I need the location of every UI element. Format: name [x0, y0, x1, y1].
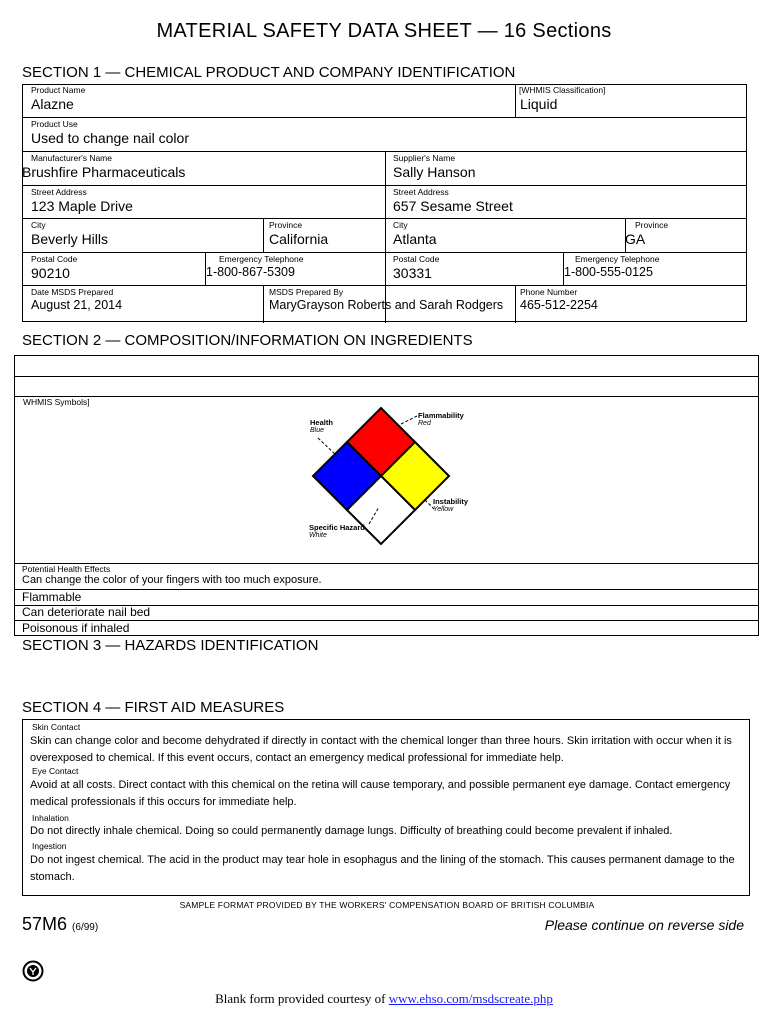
mfr-province-label: Province: [269, 220, 303, 230]
ingestion-text[interactable]: Do not ingest chemical. The acid in the product may tear hole in esophagus and the lining of the stomach. This causes permanent damage to the stomach.: [30, 854, 735, 883]
section-2-heading: SECTION 2 — COMPOSITION/INFORMATION ON INGREDIENTS: [22, 332, 473, 349]
sup-province[interactable]: GA: [625, 231, 646, 247]
health-label: Health: [310, 418, 333, 427]
ingestion-label: Ingestion: [32, 841, 67, 851]
supplier-label: Supplier's Name: [393, 153, 456, 163]
flammability-label: Flammability: [418, 411, 464, 420]
courtesy-line: [0, 991, 768, 1007]
sup-postal-label: Postal Code: [393, 254, 440, 264]
wcb-logo-icon: [22, 960, 44, 982]
sup-city-label: City: [393, 220, 408, 230]
phone-number[interactable]: 465-512-2254: [520, 298, 598, 312]
prepared-by-label: MSDS Prepared By: [269, 287, 344, 297]
supplier-name[interactable]: Sally Hanson: [393, 164, 476, 180]
product-name-label: Product Name: [31, 85, 86, 95]
mfr-emergency[interactable]: 1-800-867-5309: [206, 265, 295, 279]
health-effect-item[interactable]: Can deteriorate nail bed: [22, 605, 151, 619]
specific-hazard-label: Specific Hazard: [309, 523, 365, 532]
mfr-postal-label: Postal Code: [31, 254, 78, 264]
phone-label: Phone Number: [520, 287, 578, 297]
section-4-heading: SECTION 4 — FIRST AID MEASURES: [22, 699, 285, 716]
form-number: [22, 914, 98, 935]
form-revision-date: (6/99): [72, 922, 99, 933]
sup-postal[interactable]: 30331: [393, 265, 432, 281]
health-effect-item[interactable]: Can change the color of your fingers with too much exposure.: [22, 574, 322, 586]
eye-contact-label: Eye Contact: [32, 766, 79, 776]
sup-province-label: Province: [635, 220, 669, 230]
date-prepared[interactable]: August 21, 2014: [31, 298, 123, 312]
continue-note: Please continue on reverse side: [544, 917, 744, 933]
section-3-heading: SECTION 3 — HAZARDS IDENTIFICATION: [22, 637, 319, 654]
whmis-symbols-label: WHMIS Symbols]: [23, 397, 90, 407]
instability-color-label: Yellow: [433, 506, 454, 513]
product-use-label: Product Use: [31, 119, 78, 129]
section-4-box: [22, 719, 750, 896]
skin-contact-label: Skin Contact: [32, 722, 81, 732]
mfr-emergency-label: Emergency Telephone: [219, 254, 304, 264]
ehso-link[interactable]: www.ehso.com/msdscreate.php: [388, 991, 553, 1006]
page-title: MATERIAL SAFETY DATA SHEET — 16 Sections: [156, 20, 612, 42]
sup-emergency[interactable]: 1-800-555-0125: [564, 265, 653, 279]
sup-emergency-label: Emergency Telephone: [575, 254, 660, 264]
sup-street[interactable]: 657 Sesame Street: [393, 198, 513, 214]
product-use[interactable]: Used to change nail color: [31, 130, 189, 146]
eye-contact-text[interactable]: Avoid at all costs. Direct contact with this chemical on the retina will cause temporary, and possible permanent eye damage. Contact emergency medical professionals if this occurs for immediate help.: [30, 779, 731, 808]
section-1-heading: SECTION 1 — CHEMICAL PRODUCT AND COMPANY IDENTIFICATION: [22, 64, 516, 81]
ingredient-row-2[interactable]: [16, 377, 757, 395]
section-2-table: [14, 355, 759, 636]
sup-street-label: Street Address: [393, 187, 449, 197]
form-number-code: 57M6: [22, 914, 68, 934]
health-effect-item[interactable]: Flammable: [22, 590, 82, 604]
manufacturer-label: Manufacturer's Name: [31, 153, 112, 163]
whmis-classification[interactable]: Liquid: [520, 96, 558, 112]
inhalation-text[interactable]: Do not directly inhale chemical. Doing so could permanently damage lungs. Difficulty of breathing could become prevalent if inhaled.: [30, 825, 673, 837]
mfr-postal[interactable]: 90210: [31, 265, 70, 281]
date-prepared-label: Date MSDS Prepared: [31, 287, 114, 297]
product-name[interactable]: Alazne: [31, 96, 74, 112]
mfr-street-label: Street Address: [31, 187, 87, 197]
section-1-table: [22, 84, 747, 322]
inhalation-label: Inhalation: [32, 813, 69, 823]
mfr-street[interactable]: 123 Maple Drive: [31, 198, 133, 214]
whmis-classification-label: [WHMIS Classification]: [519, 85, 606, 95]
health-effects-label: Potential Health Effects: [22, 564, 111, 574]
manufacturer-name[interactable]: Brushfire Pharmaceuticals: [22, 164, 186, 180]
prepared-by[interactable]: MaryGrayson Roberts and Sarah Rodgers: [269, 298, 504, 312]
sup-city[interactable]: Atlanta: [393, 231, 437, 247]
health-color-label: Blue: [310, 427, 325, 434]
flammability-color-label: Red: [418, 420, 431, 427]
mfr-city[interactable]: Beverly Hills: [31, 231, 109, 247]
specific-hazard-color-label: White: [309, 532, 327, 539]
mfr-city-label: City: [31, 220, 46, 230]
sample-format-note: SAMPLE FORMAT PROVIDED BY THE WORKERS' COMPENSATION BOARD OF BRITISH COLUMBIA: [179, 900, 595, 910]
courtesy-text: Blank form provided courtesy of: [215, 991, 389, 1006]
health-effect-item[interactable]: Poisonous if inhaled: [22, 621, 130, 635]
skin-contact-text[interactable]: Skin can change color and become dehydrated if directly in contact with the chemical longer than three hours. Skin irritation with occur when it is overexposed to chemical. If this event occurs, contact an emergency medical professional for immediate help.: [30, 735, 732, 764]
instability-label: Instability: [433, 497, 469, 506]
ingredient-row-1[interactable]: [16, 357, 757, 375]
mfr-province[interactable]: California: [269, 231, 329, 247]
